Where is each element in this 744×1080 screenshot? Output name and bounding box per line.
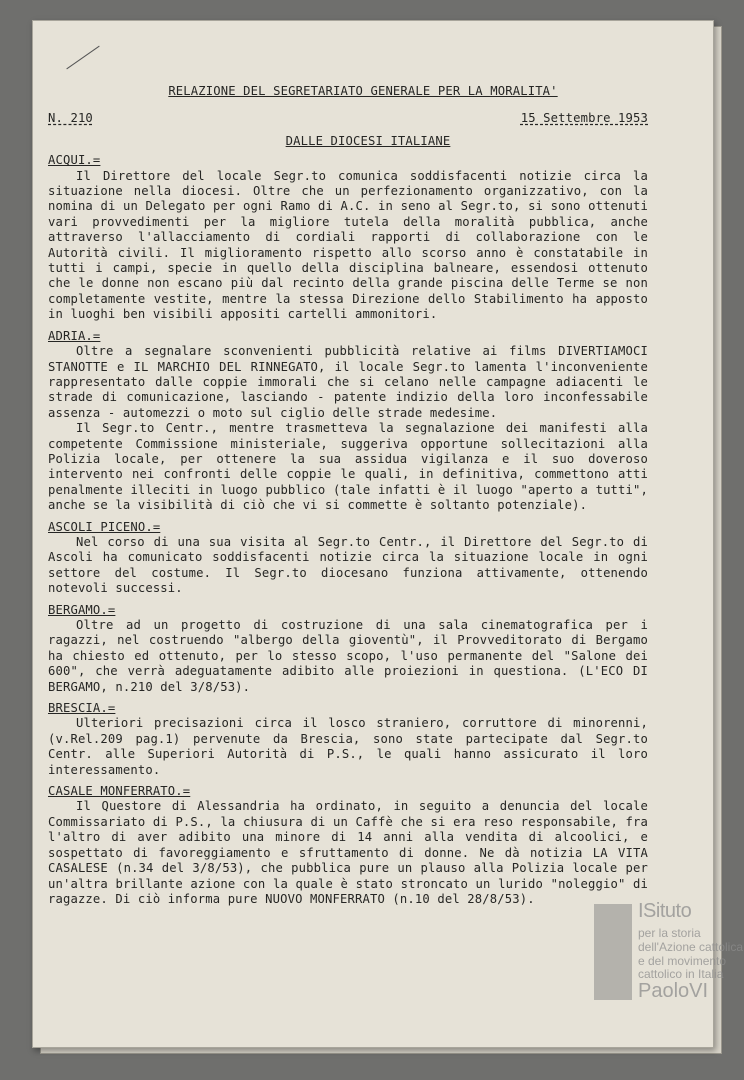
paragraph: Oltre a segnalare sconvenienti pubblicità relative ai films DIVERTIAMOCI STANOTTE e IL MARCHIO DEL RINNEGATO, il locale Segr.to lamenta l'inconveniente rappresentato dalle coppie immorali che si celano nelle campagne adiacenti le strade di comunicazione, lasciando - patente indizio della loro inconfessabile assenza - automezzi o moto sul ciglio delle strade medesime.: [48, 344, 648, 420]
document-title: RELAZIONE DEL SEGRETARIATO GENERALE PER LA MORALITA': [168, 84, 558, 98]
section-ascoli-piceno: [48, 520, 648, 597]
watermark-logo-icon: [594, 904, 632, 1000]
watermark-brand: ISituto: [638, 900, 692, 922]
section-adria: [48, 329, 648, 514]
watermark-line: dell'Azione cattolica: [638, 940, 744, 954]
watermark-line: per la storia: [638, 926, 701, 940]
pen-mark: [66, 46, 99, 70]
watermark-line: e del movimento: [638, 954, 727, 968]
section-bergamo: [48, 603, 648, 695]
paragraph: Oltre ad un progetto di costruzione di una sala cinematografica per i ragazzi, nel costruendo "albergo della gioventù", il Provveditorato di Bergamo ha chiesto ed ottenuto, per lo stesso scopo, l'uso permanente del "Salone dei 600", che verrà adeguatamente adibito alle proiezioni in questiona. (L'ECO DI BERGAMO, n.210 del 3/8/53).: [48, 618, 648, 694]
document-subtitle: DALLE DIOCESI ITALIANE: [285, 133, 451, 148]
document-number: N. 210: [48, 111, 93, 126]
document-date: 15 Settembre 1953: [520, 111, 648, 126]
section-heading: BRESCIA.=: [48, 701, 116, 716]
section-acqui: [48, 153, 648, 322]
section-casale-monferrato: [48, 784, 648, 907]
number-date-line: [48, 111, 648, 126]
watermark-line: cattolico in Italia: [638, 967, 724, 981]
watermark-name: PaoloVI: [638, 980, 709, 1002]
section-heading: CASALE MONFERRATO.=: [48, 784, 191, 799]
paragraph: Nel corso di una sua visita al Segr.to Centr., il Direttore del Segr.to di Ascoli ha comunicato soddisfacenti notizie circa la situazione locale in ogni settore del costume. Il Segr.to diocesano funziona attivamente, ottenendo notevoli successi.: [48, 534, 648, 596]
paragraph: Il Questore di Alessandria ha ordinato, in seguito a denuncia del locale Commissariato di P.S., la chiusura di un Caffè che si era reso responsabile, fra l'altro di aver adibito una minore di 14 anni alla vendita di alcoolici, e sospettato di favoreggiamento e sfruttamento di donne. Ne dà notizia LA VITA CASALESE (n.34 del 3/8/53), che pubblica pure un plauso alla Polizia locale per un'altra brillante azione con la quale è stato stroncato un lurido "noleggio" di ragazze. Di ciò informa pure NUOVO MONFERRATO (n.10 del 28/8/53).: [48, 799, 648, 906]
section-heading: ASCOLI PICENO.=: [48, 519, 161, 534]
section-brescia: [48, 701, 648, 778]
paragraph: Il Direttore del locale Segr.to comunica soddisfacenti notizie circa la situazione nella diocesi. Oltre che un perfezionamento organizzativo, con la nomina di un Delegato per ogni Ramo di A.C. in seno al Segr.to, si sono ottenuti vari provvedimenti per la migliore tutela della moralità pubblica, anche attraverso l'allacciamento di cordiali rapporti di collaborazione con le Autorità civili. Il miglioramento rispetto allo scorso anno è constatabile in tutti i campi, specie in quello della disciplina balneare, essendosi ottenuto che le donne non escano più dal recinto della grande piscina delle Terme se non completamente vestite, mentre la stessa Direzione dello Stabilimento ha apposto in luoghi ben visibili appositi cartelli ammonitori.: [48, 168, 648, 322]
section-heading: ADRIA.=: [48, 328, 101, 343]
archive-watermark: [594, 900, 744, 1010]
document-text: [48, 84, 648, 907]
section-heading: ACQUI.=: [48, 153, 101, 168]
section-heading: BERGAMO.=: [48, 602, 116, 617]
paragraph: Ulteriori precisazioni circa il losco straniero, corruttore di minorenni, (v.Rel.209 pag.1) pervenute da Brescia, sono state partecipate dal Segr.to Centr. alle Superiori Autorità di P.S., le quali hanno assicurato il loro interessamento.: [48, 716, 648, 777]
paragraph: Il Segr.to Centr., mentre trasmetteva la segnalazione dei manifesti alla competente Commissione ministeriale, suggeriva opportune sollecitazioni alla Polizia locale, per ottenere la sua assidua vigilanza e il suo doveroso intervento nei confronti delle coppie le quali, in definitiva, commettono atti penalmente illeciti in luogo pubblico (tale infatti è il luogo "aperto a tutti", anche se la visibilità di ciò che vi si commette è soltanto potenziale).: [48, 421, 648, 513]
